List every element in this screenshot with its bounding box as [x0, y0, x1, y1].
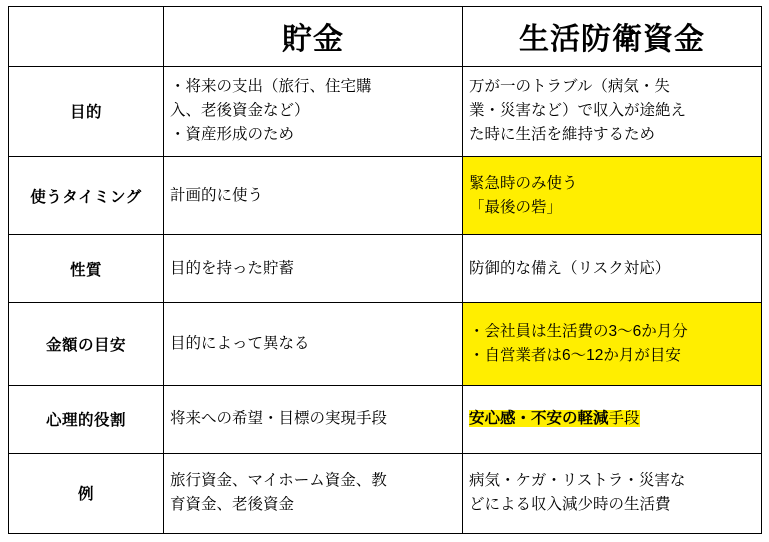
cell-line: ・資産形成のため	[170, 126, 295, 144]
cell-purpose-defense	[463, 66, 762, 157]
cell-line: 目的を持った貯蓄	[170, 259, 295, 277]
cell-line: ・将来の支出（旅行、住宅購	[170, 78, 372, 96]
cell-line: 緊急時のみ使う	[469, 174, 578, 192]
cell-amount-defense	[463, 303, 762, 385]
cell-nature-saving	[164, 235, 463, 303]
row-label-timing: 使うタイミング	[9, 157, 164, 235]
row-label-purpose: 目的	[9, 66, 164, 157]
cell-psychological-defense	[463, 385, 762, 453]
cell-amount-saving	[164, 303, 463, 385]
cell-timing-defense	[463, 157, 762, 235]
cell-line: 目的によって異なる	[170, 335, 310, 353]
cell-line: 手段	[608, 410, 640, 428]
row-label-psychological: 心理的役割	[9, 385, 164, 453]
cell-line: どによる収入減少時の生活費	[469, 496, 671, 514]
cell-line: た時に生活を維持するため	[469, 126, 656, 144]
cell-line: 防御的な備え（リスク対応）	[469, 259, 671, 277]
cell-line: 業・災害など）で収入が途絶え	[469, 102, 687, 120]
cell-nature-defense	[463, 235, 762, 303]
cell-highlight-text: 安心感・不安の軽減	[469, 410, 609, 428]
cell-purpose-saving	[164, 66, 463, 157]
row-label-example: 例	[9, 453, 164, 533]
column-header-saving: 貯金	[164, 7, 463, 67]
cell-line: 入、老後資金など）	[170, 102, 310, 120]
row-label-amount: 金額の目安	[9, 303, 164, 385]
cell-line: 育資金、老後資金	[170, 496, 295, 514]
cell-line: 病気・ケガ・リストラ・災害な	[469, 472, 686, 490]
row-label-nature: 性質	[9, 235, 164, 303]
cell-line: 計画的に使う	[170, 186, 264, 204]
table-row	[9, 385, 762, 453]
table-header-row	[9, 7, 762, 67]
table-row	[9, 235, 762, 303]
table-row	[9, 157, 762, 235]
table-corner-cell	[9, 7, 164, 67]
table-row	[9, 453, 762, 533]
cell-line: ・会社員は生活費の3〜6か月分	[469, 323, 688, 341]
cell-line: 旅行資金、マイホーム資金、教	[170, 472, 387, 490]
cell-line: 万が一のトラブル（病気・失	[469, 78, 670, 96]
cell-example-defense	[463, 453, 762, 533]
cell-line: 「最後の砦」	[469, 198, 563, 216]
table-row	[9, 303, 762, 385]
cell-timing-saving	[164, 157, 463, 235]
table-row	[9, 66, 762, 157]
cell-line: 将来への希望・目標の実現手段	[170, 410, 388, 428]
comparison-table	[8, 6, 762, 534]
cell-psychological-saving	[164, 385, 463, 453]
column-header-defense: 生活防衛資金	[463, 7, 762, 67]
cell-line: ・自営業者は6〜12か月が目安	[469, 347, 681, 365]
cell-example-saving	[164, 453, 463, 533]
